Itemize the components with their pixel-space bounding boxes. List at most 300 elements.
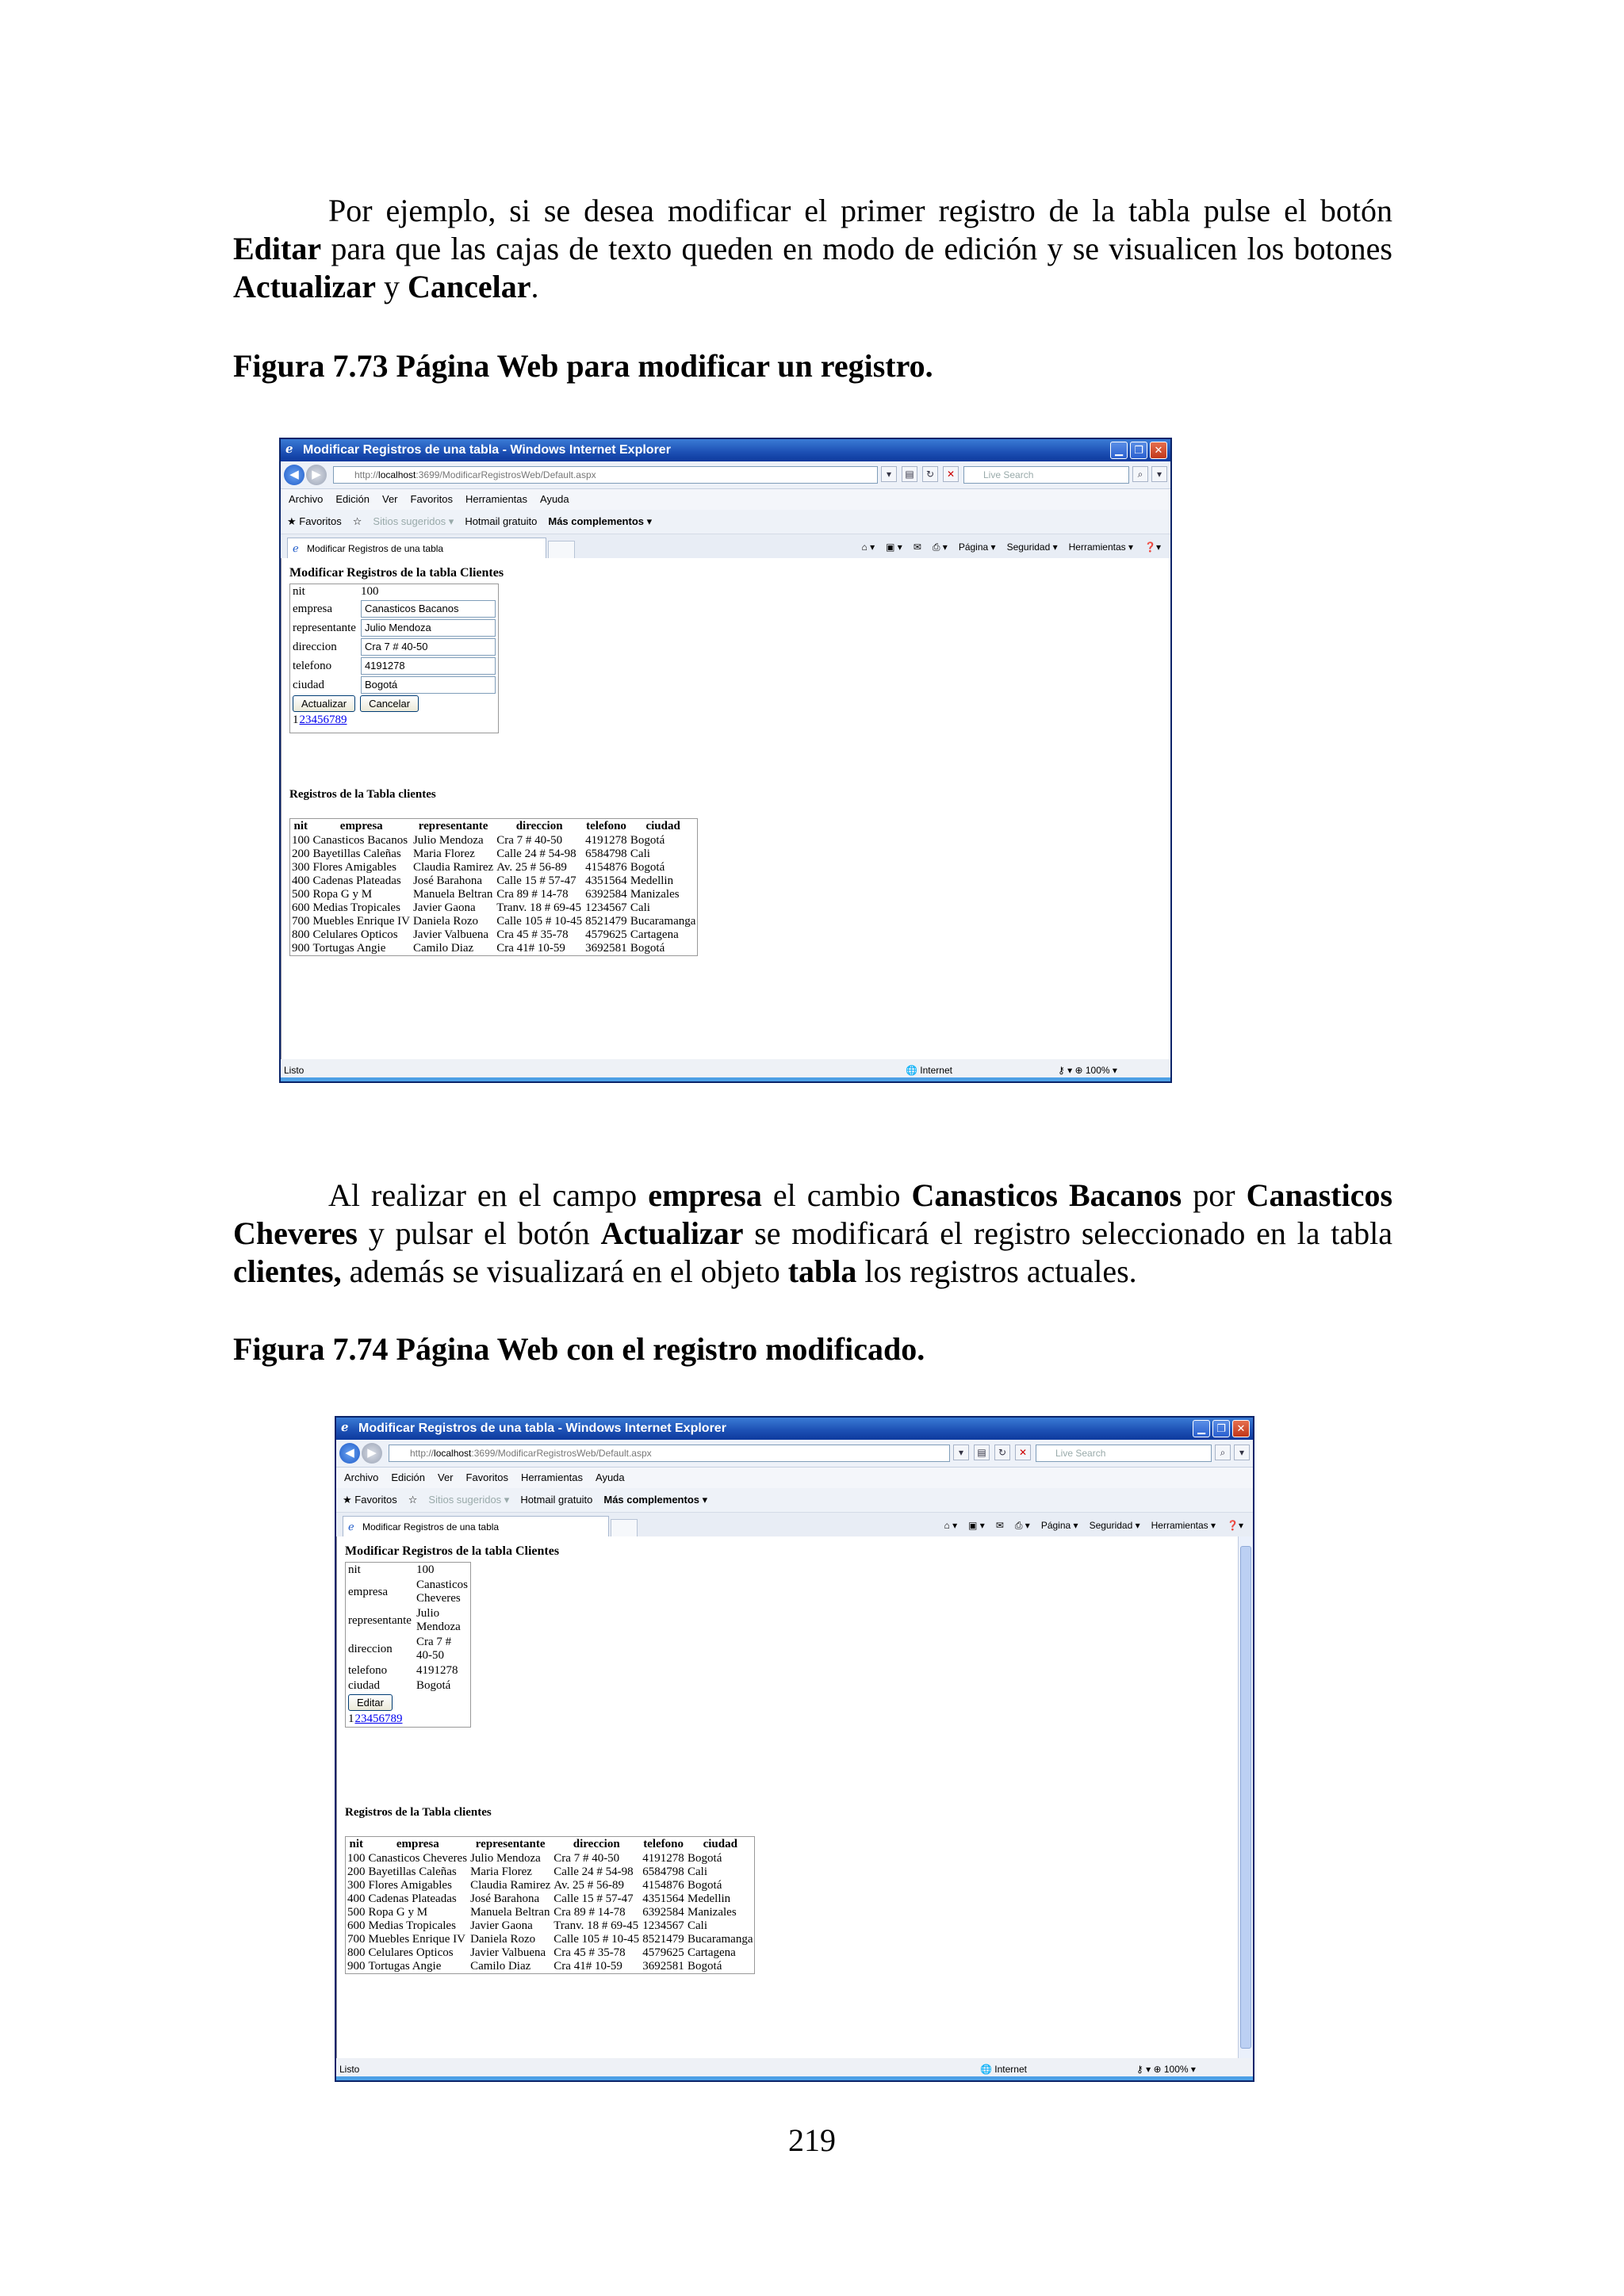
feeds-icon[interactable]: ▣ ▾ <box>968 1520 985 1531</box>
page-icon: ℯ <box>293 542 299 554</box>
search-options-icon[interactable]: ▾ <box>1151 466 1167 482</box>
help-icon[interactable]: ❓▾ <box>1144 541 1161 553</box>
stop-icon[interactable]: ✕ <box>1015 1445 1031 1460</box>
direccion-textbox[interactable]: Cra 7 # 40-50 <box>361 638 496 656</box>
bold-run: Canasticos Bacanos <box>911 1177 1182 1213</box>
intro-paragraph <box>233 192 1392 306</box>
cell-nit: 100 <box>292 834 310 847</box>
column-header-direccion: direccion <box>515 820 563 832</box>
grid-header-row <box>346 1837 755 1853</box>
cell-nit: 200 <box>347 1866 366 1878</box>
back-arrow-icon[interactable]: ◀ <box>284 465 304 485</box>
table-row <box>290 888 698 901</box>
new-tab-button[interactable] <box>548 541 575 560</box>
table-row <box>290 874 698 888</box>
field-row-ciudad <box>290 675 499 695</box>
security-menu[interactable]: Seguridad ▾ <box>1089 1520 1140 1531</box>
tab-row <box>281 534 1170 561</box>
value-line: Julio <box>416 1607 440 1620</box>
cell-ciudad: Manizales <box>688 1906 737 1919</box>
text-run: por <box>1182 1177 1247 1213</box>
cell-representante: Claudia Ramirez <box>470 1879 551 1892</box>
cell-direccion: Cra 89 # 14-78 <box>496 888 569 901</box>
cell-nit: 500 <box>347 1906 366 1919</box>
cell-representante: Javier Gaona <box>470 1919 533 1932</box>
minimize-icon[interactable]: ▁ <box>1110 442 1128 459</box>
more-addons-link[interactable]: Más complementos ▾ <box>548 515 653 527</box>
zone-label: Internet <box>920 1065 952 1076</box>
progress-strip <box>281 1077 1170 1081</box>
field-row-telefono <box>290 656 499 675</box>
column-header-empresa: empresa <box>339 820 383 832</box>
address-row <box>281 461 1170 489</box>
close-icon[interactable]: ✕ <box>1232 1420 1250 1437</box>
help-icon[interactable]: ❓▾ <box>1227 1520 1243 1531</box>
cell-direccion: Cra 7 # 40-50 <box>496 834 563 847</box>
pager-page-link[interactable]: 9 <box>396 1712 403 1725</box>
cell-telefono: 6584798 <box>585 848 627 860</box>
value-line: Mendoza <box>416 1621 461 1633</box>
menu-archivo[interactable]: Archivo <box>344 1471 379 1483</box>
cell-empresa: Muebles Enrique IV <box>312 915 410 928</box>
cell-direccion: Cra 41# 10-59 <box>553 1960 622 1973</box>
cancelar-button[interactable]: Cancelar <box>360 695 419 712</box>
pager-page-link[interactable]: 4 <box>366 1712 373 1725</box>
url-path: :3699/ModificarRegistrosWeb/Default.aspx <box>416 469 596 480</box>
cell-ciudad: Manizales <box>630 888 680 901</box>
value-line: 40-50 <box>416 1649 444 1662</box>
pager-current-page: 1 <box>293 714 299 726</box>
new-tab-button[interactable] <box>611 1519 638 1538</box>
chevron-down-icon: ▾ <box>1109 1065 1117 1076</box>
home-icon[interactable]: ⌂ ▾ <box>861 541 875 553</box>
feeds-icon[interactable]: ▣ ▾ <box>886 541 902 553</box>
cell-direccion: Cra 45 # 35-78 <box>553 1946 626 1959</box>
field-label-representante: representante <box>293 621 356 634</box>
status-bar <box>281 1058 1170 1081</box>
pager-page-link[interactable]: 4 <box>311 714 317 726</box>
empresa-value <box>414 1578 471 1606</box>
vertical-scrollbar[interactable] <box>1238 1536 1253 2058</box>
cell-ciudad: Medellin <box>688 1892 731 1905</box>
pager-page-link[interactable]: 9 <box>341 714 347 726</box>
cell-telefono: 1234567 <box>642 1919 684 1932</box>
favorites-label: Favoritos <box>354 1494 397 1506</box>
cell-nit: 800 <box>347 1946 366 1959</box>
minimize-icon[interactable]: ▁ <box>1193 1420 1210 1437</box>
table-row <box>346 1946 755 1960</box>
cell-telefono: 3692581 <box>642 1960 684 1973</box>
cell-empresa: Bayetillas Caleñas <box>368 1866 457 1878</box>
pager-page-link[interactable]: 3 <box>361 1712 367 1725</box>
column-header-nit: nit <box>349 1838 363 1850</box>
table-row <box>290 928 698 942</box>
cell-ciudad: Bogotá <box>688 1960 722 1973</box>
field-row-nit <box>290 584 499 600</box>
cell-representante: Javier Gaona <box>412 901 476 914</box>
menu-archivo[interactable]: Archivo <box>289 493 324 505</box>
field-label-empresa: empresa <box>348 1585 388 1598</box>
url-host: localhost <box>434 1448 472 1459</box>
field-value-cell <box>358 675 499 695</box>
text-run: y <box>375 269 408 304</box>
pager-current-page: 1 <box>348 1712 354 1725</box>
bold-run: tabla <box>787 1253 857 1289</box>
table-row <box>290 834 698 848</box>
cell-representante: Camilo Diaz <box>412 942 474 955</box>
details-view <box>345 1562 471 1728</box>
address-row <box>336 1440 1253 1468</box>
column-header-ciudad: ciudad <box>645 820 680 832</box>
pager-page-link[interactable]: 2 <box>354 1712 361 1725</box>
maximize-icon[interactable]: ❐ <box>1212 1420 1230 1437</box>
column-header-representante: representante <box>418 820 488 832</box>
search-options-icon[interactable]: ▾ <box>1234 1445 1250 1460</box>
cell-direccion: Calle 15 # 57-47 <box>496 874 576 887</box>
page-icon: ℯ <box>348 1521 354 1533</box>
cell-direccion: Calle 105 # 10-45 <box>553 1933 640 1946</box>
favorites-bar <box>281 510 1170 534</box>
details-view <box>289 584 499 733</box>
globe-icon: 🌐 <box>980 2064 995 2075</box>
hotmail-link[interactable]: Hotmail gratuito <box>465 515 538 527</box>
text-run: el cambio <box>761 1177 912 1213</box>
cell-nit: 600 <box>292 901 310 914</box>
pager-page-link[interactable]: 7 <box>385 1712 391 1725</box>
favorites-button[interactable] <box>343 1488 397 1512</box>
page-menu[interactable]: Página ▾ <box>958 541 996 553</box>
print-icon[interactable]: ⎙ ▾ <box>1014 1520 1030 1531</box>
stop-icon[interactable]: ✕ <box>943 466 959 482</box>
cell-empresa: Muebles Enrique IV <box>368 1933 465 1946</box>
cell-nit: 300 <box>292 861 310 874</box>
table-row <box>346 1879 755 1892</box>
star-icon: ★ <box>287 515 300 527</box>
window-buttons <box>1193 1420 1250 1437</box>
cell-empresa: Flores Amigables <box>312 861 396 874</box>
menu-edición[interactable]: Edición <box>391 1471 425 1483</box>
cell-empresa: Celulares Opticos <box>368 1946 454 1959</box>
back-arrow-icon[interactable]: ◀ <box>339 1443 360 1464</box>
menu-herramientas[interactable]: Herramientas <box>520 1471 584 1483</box>
column-header-representante: representante <box>475 1838 546 1850</box>
cell-empresa: Flores Amigables <box>368 1879 452 1892</box>
cell-nit: 800 <box>292 928 310 941</box>
column-header-telefono: telefono <box>586 820 626 832</box>
ciudad-value <box>414 1678 471 1693</box>
table-row <box>346 1906 755 1919</box>
field-label-ciudad: ciudad <box>293 678 324 691</box>
scrollbar-thumb[interactable] <box>1240 1546 1251 2049</box>
column-header-empresa: empresa <box>396 1838 439 1850</box>
cell-representante: Daniela Rozo <box>470 1933 536 1946</box>
pager-page-link[interactable]: 6 <box>323 714 329 726</box>
field-row-empresa <box>290 599 499 618</box>
cell-representante: José Barahona <box>470 1892 540 1905</box>
cell-telefono: 4351564 <box>585 874 627 887</box>
cell-telefono: 6392584 <box>642 1906 684 1919</box>
address-bar[interactable] <box>333 466 878 484</box>
field-value-cell <box>358 656 499 675</box>
cell-empresa: Bayetillas Caleñas <box>312 848 401 860</box>
cell-nit: 400 <box>347 1892 366 1905</box>
pager-page-link[interactable]: 2 <box>299 714 305 726</box>
cell-empresa: Cadenas Plateadas <box>312 874 401 887</box>
clientes-grid <box>345 1836 755 1974</box>
forward-arrow-icon[interactable]: ▶ <box>306 465 327 485</box>
cell-representante: Daniela Rozo <box>412 915 479 928</box>
field-label-nit: nit <box>293 585 305 598</box>
clientes-grid <box>289 818 698 956</box>
telefono-textbox[interactable]: 4191278 <box>361 657 496 675</box>
text-run: los registros actuales. <box>856 1253 1137 1289</box>
button-cell <box>346 1693 471 1712</box>
field-row-telefono <box>346 1663 471 1678</box>
cell-representante: Javier Valbuena <box>470 1946 546 1959</box>
url-prefix: http:// <box>354 469 379 480</box>
command-bar <box>861 534 1161 560</box>
cell-telefono: 6584798 <box>642 1866 684 1878</box>
value-line: 4191278 <box>416 1664 458 1677</box>
search-icon[interactable]: ⌕ <box>1132 466 1148 482</box>
text-run: Al realizar en el campo <box>328 1177 649 1213</box>
suggested-sites-link[interactable]: Sitios sugeridos ▾ <box>428 1494 510 1506</box>
nit-value <box>414 1563 471 1578</box>
representante-textbox[interactable]: Julio Mendoza <box>361 619 496 637</box>
mail-icon[interactable]: ✉ <box>995 1520 1004 1531</box>
pager <box>290 713 499 728</box>
security-menu[interactable]: Seguridad ▾ <box>1006 541 1058 553</box>
page-menu[interactable]: Página ▾ <box>1040 1520 1078 1531</box>
cell-telefono: 1234567 <box>585 901 627 914</box>
bold-run: Actualizar <box>600 1215 744 1251</box>
field-value-cell <box>358 618 499 637</box>
cell-direccion: Av. 25 # 56-89 <box>496 861 567 874</box>
cell-telefono: 4154876 <box>585 861 627 874</box>
direccion-value <box>414 1635 471 1663</box>
pager-row <box>346 1712 471 1728</box>
ie-logo-icon: ℯ <box>341 1421 349 1434</box>
field-row-direccion <box>346 1635 471 1663</box>
field-row-ciudad <box>346 1678 471 1693</box>
value-line: Canasticos <box>416 1578 468 1591</box>
menu-ayuda[interactable]: Ayuda <box>596 1471 625 1483</box>
telefono-value <box>414 1663 471 1678</box>
pager-page-link[interactable]: 5 <box>317 714 324 726</box>
maximize-icon[interactable]: ❐ <box>1130 442 1147 459</box>
compatibility-icon[interactable]: ▤ <box>974 1445 990 1460</box>
mail-icon[interactable]: ✉ <box>913 541 921 553</box>
status-bar <box>336 2057 1253 2080</box>
favorites-label: Favoritos <box>299 515 342 527</box>
pager-page-link[interactable]: 8 <box>390 1712 396 1725</box>
refresh-icon[interactable]: ↻ <box>922 466 938 482</box>
cell-representante: Maria Florez <box>412 848 475 860</box>
cell-empresa: Tortugas Angie <box>312 942 386 955</box>
menu-ver[interactable]: Ver <box>382 493 398 505</box>
more-addons-link[interactable]: Más complementos ▾ <box>603 1494 708 1506</box>
cell-nit: 900 <box>347 1960 366 1973</box>
close-icon[interactable]: ✕ <box>1150 442 1167 459</box>
table-row <box>346 1933 755 1946</box>
cell-ciudad: Cali <box>630 848 650 860</box>
cell-ciudad: Cali <box>688 1919 708 1932</box>
cell-telefono: 4579625 <box>585 928 627 941</box>
nit-value: 100 <box>360 585 379 598</box>
progress-strip <box>336 2076 1253 2080</box>
cell-nit: 700 <box>347 1933 366 1946</box>
tools-menu[interactable]: Herramientas ▾ <box>1068 541 1134 553</box>
add-favorite-icon[interactable]: ☆ <box>352 515 362 527</box>
pager-page-link[interactable]: 7 <box>329 714 335 726</box>
form-title: Modificar Registros de la tabla Clientes <box>345 1544 560 1558</box>
bold-run: Canasticos Cheveres <box>233 1177 1393 1251</box>
value-line: Cra 7 # <box>416 1636 452 1648</box>
cell-representante: Julio Mendoza <box>412 834 484 847</box>
pager-page-link[interactable]: 6 <box>378 1712 385 1725</box>
window-buttons <box>1110 442 1167 459</box>
status-text: Listo <box>339 2064 360 2075</box>
ie-window-edit-mode <box>279 438 1172 1083</box>
cell-representante: Javier Valbuena <box>412 928 489 941</box>
protected-mode-icon: ⚷ ▾ <box>1136 2064 1154 2075</box>
cell-direccion: Calle 24 # 54-98 <box>496 848 576 860</box>
menu-favoritos[interactable]: Favoritos <box>410 493 453 505</box>
print-icon[interactable]: ⎙ ▾ <box>932 541 948 553</box>
cell-representante: José Barahona <box>412 874 483 887</box>
search-input[interactable]: Live Search <box>963 466 1129 484</box>
refresh-icon[interactable]: ↻ <box>994 1445 1010 1460</box>
editar-button[interactable]: Editar <box>348 1694 393 1711</box>
cell-direccion: Calle 15 # 57-47 <box>553 1892 634 1905</box>
cell-direccion: Cra 41# 10-59 <box>496 942 565 955</box>
menu-herramientas[interactable]: Herramientas <box>465 493 528 505</box>
pager <box>346 1712 471 1728</box>
field-label-direccion: direccion <box>348 1642 393 1655</box>
text-run: . <box>530 269 539 304</box>
cell-empresa: Ropa G y M <box>368 1906 428 1919</box>
forward-arrow-icon[interactable]: ▶ <box>362 1443 382 1464</box>
zoom-level: 100% <box>1085 1065 1110 1076</box>
cell-telefono: 4191278 <box>585 834 627 847</box>
search-icon[interactable]: ⌕ <box>1215 1445 1231 1460</box>
cell-empresa: Ropa G y M <box>312 888 373 901</box>
tools-menu[interactable]: Herramientas ▾ <box>1151 1520 1216 1531</box>
ciudad-textbox[interactable]: Bogotá <box>361 676 496 694</box>
menu-ver[interactable]: Ver <box>438 1471 454 1483</box>
value-line: Cheveres <box>416 1592 461 1605</box>
cell-ciudad: Bogotá <box>688 1879 722 1892</box>
command-bar <box>944 1513 1243 1538</box>
cell-empresa: Canasticos Cheveres <box>368 1852 468 1865</box>
suggested-sites-link[interactable]: Sitios sugeridos ▾ <box>373 515 454 527</box>
status-text: Listo <box>284 1065 304 1076</box>
cell-direccion: Calle 24 # 54-98 <box>553 1866 634 1878</box>
chevron-down-icon[interactable]: ▾ <box>881 466 897 482</box>
search-input[interactable]: Live Search <box>1036 1445 1212 1462</box>
grid-header-row <box>290 819 698 835</box>
cell-telefono: 4351564 <box>642 1892 684 1905</box>
field-label-ciudad: ciudad <box>348 1679 380 1692</box>
cell-ciudad: Cali <box>630 901 650 914</box>
globe-icon: 🌐 <box>906 1065 921 1076</box>
title-bar <box>281 439 1170 461</box>
address-bar[interactable] <box>389 1445 950 1462</box>
menu-bar <box>281 489 1170 510</box>
cell-empresa: Celulares Opticos <box>312 928 398 941</box>
bold-run: Actualizar <box>233 269 376 304</box>
cell-representante: Julio Mendoza <box>470 1852 541 1865</box>
cell-nit: 200 <box>292 848 310 860</box>
text-run: Por ejemplo, si se desea modificar el primer registro de la tabla pulse el botón <box>328 193 1392 228</box>
menu-ayuda[interactable]: Ayuda <box>540 493 569 505</box>
add-favorite-icon[interactable]: ☆ <box>408 1494 418 1506</box>
actualizar-button[interactable]: Actualizar <box>293 695 355 712</box>
field-label-nit: nit <box>348 1563 361 1576</box>
home-icon[interactable]: ⌂ ▾ <box>944 1520 958 1531</box>
favorites-bar <box>336 1488 1253 1513</box>
button-row <box>346 1693 471 1712</box>
column-header-ciudad: ciudad <box>703 1838 737 1850</box>
cell-representante: Maria Florez <box>470 1866 532 1878</box>
table-row <box>346 1852 755 1866</box>
cell-ciudad: Bucaramanga <box>630 915 696 928</box>
field-row-representante <box>346 1606 471 1635</box>
compatibility-icon[interactable]: ▤ <box>902 466 917 482</box>
page-content <box>281 558 1170 1059</box>
ie-window-updated <box>335 1416 1254 2082</box>
menu-favoritos[interactable]: Favoritos <box>465 1471 508 1483</box>
cell-representante: Camilo Diaz <box>470 1960 531 1973</box>
empresa-textbox[interactable]: Canasticos Bacanos <box>361 600 496 618</box>
cell-direccion: Cra 45 # 35-78 <box>496 928 569 941</box>
button-row <box>290 695 499 713</box>
tab-active[interactable] <box>287 538 546 560</box>
field-label-empresa: empresa <box>293 602 332 615</box>
star-icon: ★ <box>343 1494 355 1506</box>
title-bar <box>336 1418 1253 1440</box>
cell-nit: 300 <box>347 1879 366 1892</box>
cell-telefono: 4579625 <box>642 1946 684 1959</box>
pager-page-link[interactable]: 8 <box>335 714 341 726</box>
pager-page-link[interactable]: 3 <box>305 714 312 726</box>
bold-run: clientes, <box>233 1253 342 1289</box>
menu-edición[interactable]: Edición <box>335 493 370 505</box>
cell-ciudad: Bucaramanga <box>688 1933 753 1946</box>
cell-telefono: 4191278 <box>642 1852 684 1865</box>
field-value-cell <box>358 637 499 656</box>
table-row <box>290 901 698 915</box>
chevron-down-icon[interactable]: ▾ <box>953 1445 969 1460</box>
zoom-icon: ⊕ <box>1153 2064 1164 2075</box>
pager-page-link[interactable]: 5 <box>373 1712 379 1725</box>
hotmail-link[interactable]: Hotmail gratuito <box>520 1494 593 1506</box>
cell-ciudad: Cartagena <box>630 928 679 941</box>
table-row <box>346 1892 755 1906</box>
cell-direccion: Cra 7 # 40-50 <box>553 1852 620 1865</box>
protected-mode-icon: ⚷ ▾ <box>1058 1065 1075 1076</box>
page-content <box>336 1536 1253 2058</box>
cell-nit: 600 <box>347 1919 366 1932</box>
favorites-button[interactable] <box>287 510 342 534</box>
column-header-nit: nit <box>293 820 308 832</box>
table-row <box>290 915 698 928</box>
pager-row <box>290 713 499 728</box>
tab-active[interactable] <box>343 1516 609 1538</box>
window-title: Modificar Registros de una tabla - Windows Internet Explorer <box>358 1422 726 1435</box>
cell-ciudad: Cartagena <box>688 1946 736 1959</box>
figure-caption-7-73: Figura 7.73 Página Web para modificar un registro. <box>233 348 933 384</box>
